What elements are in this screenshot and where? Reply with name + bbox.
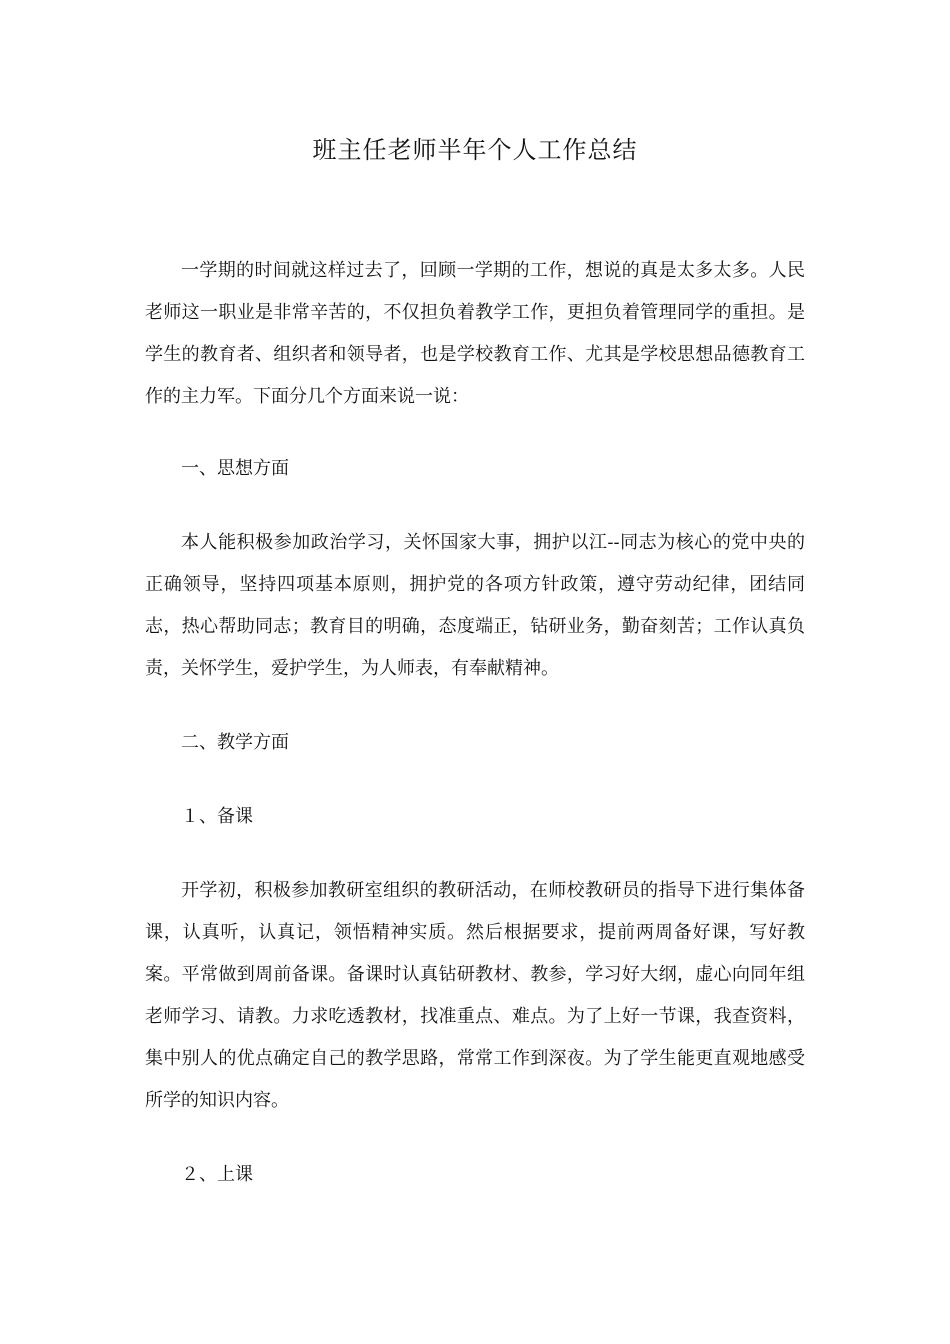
subheading-lesson-prep: １、备课 — [181, 806, 253, 827]
section-heading-teaching: 二、教学方面 — [181, 732, 289, 753]
subheading-class: ２、上课 — [181, 1164, 253, 1185]
section-heading-thought: 一、思想方面 — [181, 458, 289, 479]
intro-paragraph: 一学期的时间就这样过去了，回顾一学期的工作，想说的真是太多太多。人民老师这一职业是非常辛苦的，不仅担负着教学工作，更担负着管理同学的重担。是学生的教育者、组织者和领导者，也是学校教育工作、尤其是学校思想品德教育工作的主力军。下面分几个方面来说一说： — [145, 260, 805, 407]
lesson-prep-paragraph: 开学初，积极参加教研室组织的教研活动，在师校教研员的指导下进行集体备课，认真听，认真记，领悟精神实质。然后根据要求，提前两周备好课，写好教案。平常做到周前备课。备课时认真钻研教材、教参，学习好大纲，虚心向同年组老师学习、请教。力求吃透教材，找准重点、难点。为了上好一节课，我查资料，集中别人的优点确定自己的教学思路，常常工作到深夜。为了学生能更直观地感受所学的知识内容。 — [145, 880, 805, 1111]
thought-paragraph: 本人能积极参加政治学习，关怀国家大事，拥护以江--同志为核心的党中央的正确领导，坚持四项基本原则，拥护党的各项方针政策，遵守劳动纪律，团结同志，热心帮助同志；教育目的明确，态度端正，钻研业务，勤奋刻苦；工作认真负责，关怀学生，爱护学生，为人师表，有奉献精神。 — [145, 532, 805, 679]
document-title: 班主任老师半年个人工作总结 — [312, 136, 638, 164]
